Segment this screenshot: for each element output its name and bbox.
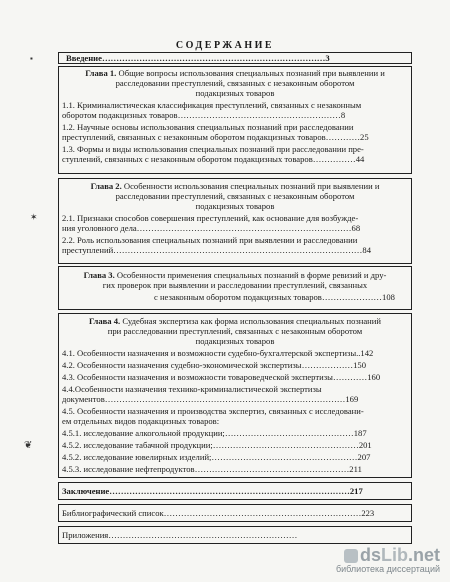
margin-mark-icon: ▪ [30,54,33,63]
chapter4-heading-line3: подакцизных товаров [195,336,275,346]
toc-1-3-line1: 1.3. Формы и виды использования специальных познаний при расследовании пре- [62,144,364,154]
toc-2-1-line2: ния уголовного дела…………………………………………………………………68 [62,223,361,233]
toc-intro: Введение……………………………………………………………………3 [66,53,330,63]
toc-4-2: 4.2. Особенности назначения судебно-экономической экспертизы………………150 [62,360,367,370]
chapter2-heading-line3: подакцизных товаров [195,201,275,211]
watermark-logo [336,546,440,564]
chapter1-heading-line1: Глава 1. Общие вопросы использования специальных познаний при выявлении и [85,68,385,78]
dslib-logo-icon [344,549,358,563]
watermark-subtitle: библиотека диссертаций [335,564,440,574]
chapter4-heading-line2: при расследовании преступлений, связанных с незаконным оборотом [107,326,363,336]
chapter2-heading-line2: расследовании преступлений, связанных с незаконным оборотом [115,191,355,201]
toc-1-3-line2: ступлений, связанных с незаконным оборотом подакцизных товаров……………44 [62,154,365,164]
toc-4-3: 4.3. Особенности назначения и возможности товароведческой экспертизы…………160 [62,372,381,382]
chapter3-heading-line1: Глава 3. Особенности применения специальных познаний в форме ревизий и дру- [83,270,387,280]
toc-4-1: 4.1. Особенности назначения и возможности судебно-бухгалтерской экспертизы..142 [62,348,374,358]
toc-4-4-line1: 4.4.Особенности назначения технико-криминалистической экспертизы [62,384,322,394]
toc-2-1-line1: 2.1. Признаки способов совершения преступлений, как основание для возбужде- [62,213,359,223]
chapter3-heading-line2: гих проверок при выявлении и расследовании преступлений, связанных [102,280,368,290]
toc-appendix: Приложения………………………………………………………… [62,530,298,540]
toc-2-2-line2: преступлений……………………………………………………………………………84 [62,245,371,255]
toc-2-2-line1: 2.2. Роль использования специальных познаний при выявлении и расследовании [62,235,358,245]
toc-4-5-2b: 4.5.2. исследование ювелирных изделий;……………………………………………207 [62,452,371,462]
chapter3-heading-line3: с незаконным оборотом подакцизных товаров…………………108 [154,292,395,302]
toc-4-5-3: 4.5.3. исследование нефтепродуктов………………………………………………211 [62,464,362,474]
chapter1-heading-line3: подакцизных товаров [195,88,275,98]
chapter2-heading-line1: Глава 2. Особенности использования специальных познаний при выявлении и [90,181,380,191]
toc-4-5-line2: ем отдельных видов подакцизных товаров: [62,416,220,426]
toc-1-1-line2: оборотом подакцизных товаров…………………………………………………8 [62,110,346,120]
toc-4-5-2: 4.5.2. исследование табачной продукции;……………………………………………201 [62,440,372,450]
toc-conclusion: Заключение…………………………………………………………………………217 [62,486,363,496]
margin-mark-icon: ❦ [24,440,33,451]
margin-mark-icon: ✶ [30,212,38,222]
toc-4-4-line2: документов…………………………………………………………………………169 [62,394,359,404]
toc-bibliography: Библиографический список……………………………………………………………223 [62,508,375,518]
toc-4-5-line1: 4.5. Особенности назначения и производства экспертиз, связанных с исследовани- [62,406,364,416]
watermark-logo-lib: Lib [380,545,408,565]
toc-1-2-line2: преступлений, связанных с незаконным оборотом подакцизных товаров…………25 [62,132,369,142]
watermark-logo-ds: ds [359,545,381,565]
watermark-logo-net: .net [407,545,440,565]
toc-4-5-1: 4.5.1. исследование алкогольной продукции;………………………………………187 [62,428,367,438]
toc-1-1-line1: 1.1. Криминалистическая классификация преступлений, связанных с незаконным [62,100,362,110]
page-title: СОДЕРЖАНИЕ [175,40,275,51]
watermark [336,546,440,574]
chapter1-heading-line2: расследовании преступлений, связанных с незаконным оборотом [115,78,355,88]
toc-1-2-line1: 1.2. Научные основы использования специальных познаний при расследовании [62,122,354,132]
chapter4-heading-line1: Глава 4. Судебная экспертиза как форма использования специальных познаний [89,316,381,326]
